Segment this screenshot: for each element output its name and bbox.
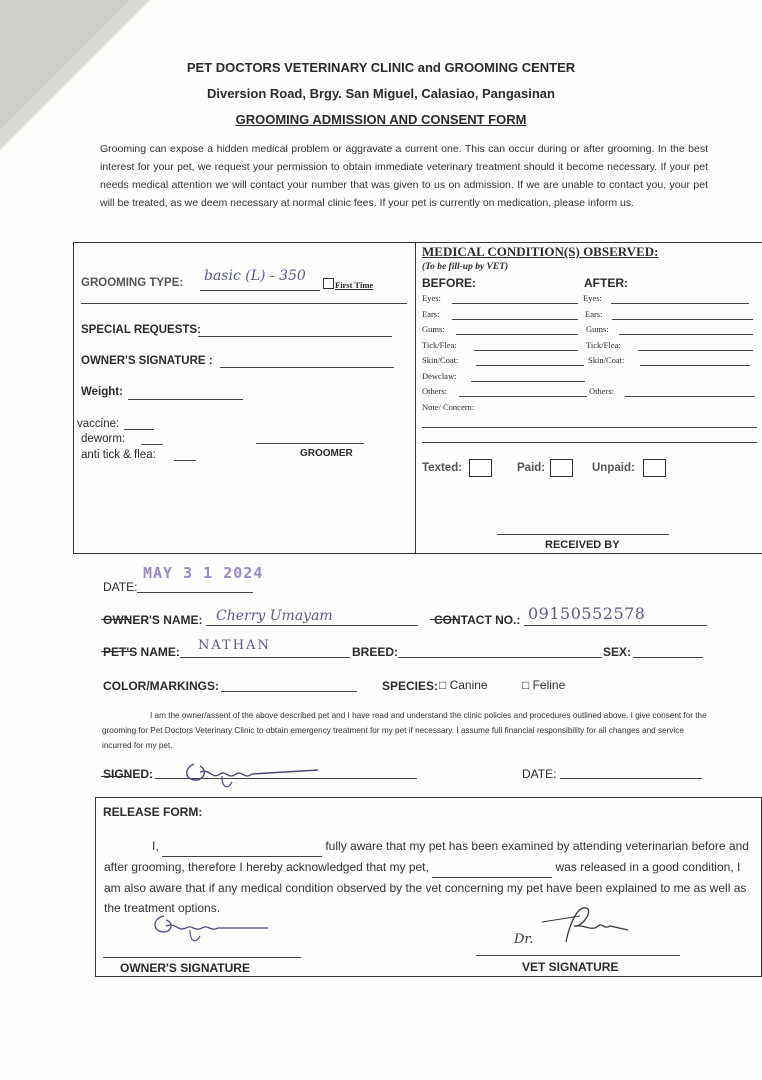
form-title: GROOMING ADMISSION AND CONSENT FORM bbox=[235, 112, 527, 127]
clinic-address: Diversion Road, Brgy. San Miguel, Calasiao, Pangasinan bbox=[207, 86, 555, 101]
color-line[interactable] bbox=[221, 691, 357, 692]
sex-label: SEX: bbox=[603, 645, 632, 659]
owner-signature bbox=[182, 758, 322, 792]
special-requests-label: SPECIAL REQUESTS: bbox=[81, 324, 201, 336]
vet-sig-line[interactable] bbox=[476, 955, 680, 956]
groomer-line[interactable] bbox=[256, 443, 364, 444]
vet-signature bbox=[540, 902, 630, 946]
release-paragraph bbox=[104, 836, 756, 918]
release-text-1: I, bbox=[152, 839, 163, 853]
panel-divider bbox=[415, 242, 416, 554]
before-item: Eyes: bbox=[422, 293, 441, 303]
pet-name-label: PET'S NAME: bbox=[103, 645, 180, 659]
note-line-2[interactable] bbox=[422, 442, 757, 443]
pet-name-value[interactable]: NATHAN bbox=[198, 638, 271, 653]
pet-name-line[interactable] bbox=[180, 657, 350, 658]
contact-value[interactable]: 09150552578 bbox=[528, 604, 646, 623]
after-item: Gums: bbox=[586, 324, 609, 334]
after-item: Eyes: bbox=[583, 293, 602, 303]
antitick-line[interactable] bbox=[174, 460, 196, 461]
after-line[interactable] bbox=[619, 334, 753, 335]
antitick-label: anti tick & flea: bbox=[81, 449, 156, 461]
grooming-type-value[interactable]: basic (L) - 350 bbox=[204, 268, 306, 284]
canine-option[interactable]: □ Canine bbox=[439, 678, 488, 692]
release-title: RELEASE FORM: bbox=[103, 805, 203, 819]
before-line[interactable] bbox=[452, 319, 578, 320]
after-line[interactable] bbox=[612, 319, 753, 320]
release-text-2: fully aware that my pet has been examined by attending veterinarian before and after grooming, therefore I hereby acknowledged that my pet, bbox=[104, 839, 749, 874]
grooming-type-line-2 bbox=[81, 303, 407, 304]
contact-label: CONTACT NO.: bbox=[434, 613, 521, 627]
after-item: Ears: bbox=[585, 309, 603, 319]
before-item: Dewclaw: bbox=[422, 371, 457, 381]
first-time-checkbox[interactable] bbox=[323, 278, 334, 289]
before-label: BEFORE: bbox=[422, 276, 476, 290]
before-line[interactable] bbox=[459, 396, 587, 397]
before-line[interactable] bbox=[456, 334, 578, 335]
before-item: Tick/Flea: bbox=[422, 340, 457, 350]
consent-paragraph: I am the owner/assent of the above described pet and I have read and understand the clinic policies and procedures outlined above. I give consent for the grooming for Pet Doctors Veterinary Clinic to obtain emergency treatment for my pet if necessary. I assume full financial responsibility for all changes and service incurred for my pet. bbox=[102, 711, 707, 750]
vet-sig-prefix: Dr. bbox=[514, 932, 534, 947]
breed-label: BREED: bbox=[352, 645, 399, 659]
sex-line[interactable] bbox=[633, 657, 703, 658]
unpaid-label: Unpaid: bbox=[592, 462, 635, 474]
date-stamp: MAY 3 1 2024 bbox=[143, 564, 264, 582]
intro-paragraph: Grooming can expose a hidden medical problem or aggravate a current one. This can occur during or after grooming. In the best interest for your pet, we request your permission to obtain immediate veterinary treatment should it become necessary. If your pet needs medical attention we will contact your number that was given to us on admission. If we are unable to contact you, your pet will be treated, as we deem necessary at normal clinic fees. If your pet is currently on medication, please inform us. bbox=[100, 143, 708, 209]
before-item: Others: bbox=[422, 386, 448, 396]
received-by-label: RECEIVED BY bbox=[545, 539, 620, 551]
after-line[interactable] bbox=[625, 396, 755, 397]
note-line-1[interactable] bbox=[422, 427, 757, 428]
release-owner-sig-label: OWNER'S SIGNATURE bbox=[120, 961, 250, 975]
after-line[interactable] bbox=[640, 365, 750, 366]
medical-title: MEDICAL CONDITION(S) OBSERVED: bbox=[422, 244, 659, 259]
owner-name-value[interactable]: Cherry Umayam bbox=[216, 608, 333, 624]
groomer-label: GROOMER bbox=[300, 448, 353, 459]
signed-label: SIGNED: bbox=[103, 767, 154, 781]
release-owner-signature bbox=[150, 910, 270, 950]
date-line[interactable] bbox=[137, 592, 253, 593]
feline-option[interactable]: □ Feline bbox=[522, 678, 566, 692]
release-owner-name-blank[interactable] bbox=[162, 836, 322, 857]
texted-checkbox[interactable] bbox=[469, 459, 492, 477]
before-line[interactable] bbox=[474, 350, 578, 351]
deworm-label: deworm: bbox=[81, 433, 126, 445]
first-time-label: First Time bbox=[335, 280, 374, 290]
owner-name-label: OWNER'S NAME: bbox=[103, 613, 203, 627]
weight-label: Weight: bbox=[81, 386, 123, 398]
special-requests-line[interactable] bbox=[198, 336, 392, 337]
received-by-line[interactable] bbox=[497, 534, 669, 535]
owner-name-line[interactable] bbox=[206, 625, 418, 626]
grooming-type-line bbox=[200, 290, 320, 291]
release-text-3: was released in a good condition, I am also aware that if any medical condition observed by the vet concerning my pet have been explained to me as well as the treatment options. bbox=[104, 860, 747, 915]
contact-strike bbox=[430, 619, 460, 620]
deworm-line[interactable] bbox=[141, 444, 163, 445]
breed-line[interactable] bbox=[398, 657, 602, 658]
unpaid-checkbox[interactable] bbox=[643, 459, 666, 477]
species-label: SPECIES: bbox=[382, 679, 439, 693]
pet-strike bbox=[101, 651, 131, 652]
clinic-name: PET DOCTORS VETERINARY CLINIC and GROOMING CENTER bbox=[186, 60, 576, 75]
vaccine-line[interactable] bbox=[124, 429, 154, 430]
owner-strike bbox=[101, 619, 131, 620]
owner-signature-line[interactable] bbox=[220, 367, 394, 368]
after-line[interactable] bbox=[638, 350, 753, 351]
before-item: Skin/Coat: bbox=[422, 355, 459, 365]
paid-label: Paid: bbox=[517, 462, 546, 474]
after-line[interactable] bbox=[611, 303, 749, 304]
note-label: Note/ Concern: bbox=[422, 402, 475, 412]
weight-line[interactable] bbox=[128, 399, 243, 400]
texted-label: Texted: bbox=[422, 462, 463, 474]
release-pet-name-blank[interactable] bbox=[432, 857, 552, 878]
before-item: Gums: bbox=[422, 324, 445, 334]
after-item: Tick/Flea: bbox=[586, 340, 621, 350]
after-item: Others: bbox=[589, 386, 615, 396]
vaccine-label: vaccine: bbox=[77, 418, 120, 430]
contact-line[interactable] bbox=[524, 625, 707, 626]
after-item: Skin/Coat: bbox=[588, 355, 625, 365]
grooming-type-label: GROOMING TYPE: bbox=[81, 277, 184, 289]
vet-sig-label: VET SIGNATURE bbox=[522, 960, 619, 974]
after-label: AFTER: bbox=[584, 276, 628, 290]
before-line[interactable] bbox=[452, 303, 578, 304]
signed-date-label: DATE: bbox=[522, 767, 557, 781]
release-owner-sig-line[interactable] bbox=[103, 957, 301, 958]
signed-strike bbox=[101, 776, 131, 777]
before-line[interactable] bbox=[471, 381, 585, 382]
date-label: DATE: bbox=[103, 580, 138, 594]
before-line[interactable] bbox=[476, 365, 584, 366]
color-label: COLOR/MARKINGS: bbox=[103, 679, 219, 693]
signed-date-line[interactable] bbox=[560, 778, 702, 779]
owner-signature-label: OWNER'S SIGNATURE : bbox=[81, 355, 213, 367]
medical-subtitle: (To be fill-up by VET) bbox=[422, 262, 509, 272]
paid-checkbox[interactable] bbox=[550, 459, 573, 477]
before-item: Ears: bbox=[422, 309, 440, 319]
